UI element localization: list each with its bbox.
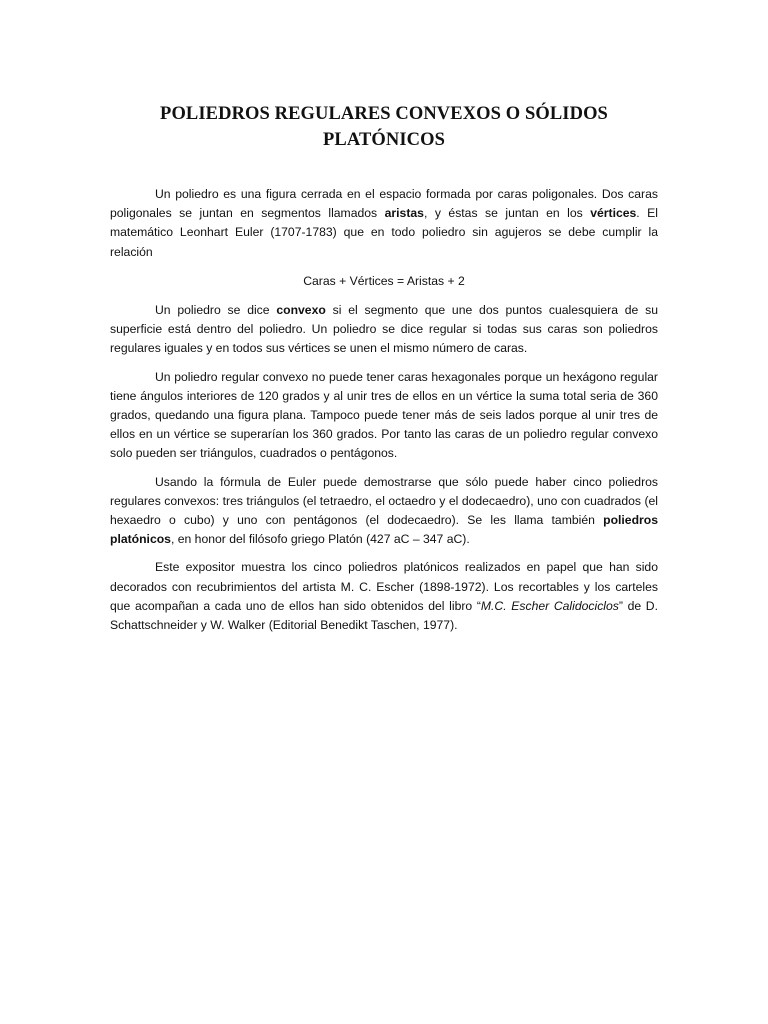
term-platonicos: poliedros platónicos [110, 513, 658, 547]
paragraph-convexo: Un poliedro se dice convexo si el segmento que une dos puntos cualesquiera de su superficie está dentro del poliedro. Un poliedro se dice regular si todas sus caras son poliedros regulares iguales y en todos sus vértices se unen el mismo número de caras. [110, 303, 659, 356]
page-title [100, 101, 668, 153]
euler-formula: Caras + Vértices = Aristas + 2 [303, 273, 465, 288]
paragraph-hexagonos: Un poliedro regular convexo no puede tener caras hexagonales porque un hexágono regular tiene ángulos interiores de 120 grados y al unir tres de ellos en un vértice la suma total seria de 360 grados, quedando una figura plana. Tampoco puede tener más de seis lados porque al unir tres de ellos en un vértice se superarían los 360 grados. Por tanto las caras de un poliedro regular convexo solo pueden ser triángulos, cuadrados o pentágonos. [110, 369, 658, 461]
paragraph-expositor: Este expositor muestra los cinco poliedros platónicos realizados en papel que han sido decorados con recubrimientos del artista M. C. Escher (1898-1972). Los recortables y los carteles que acompañan a cada uno de ellos han sido obtenidos del libro “M.C. Escher Calidociclos” de D. Schattschneider y W. Walker (Editorial Benedikt Taschen, 1977). [110, 560, 658, 633]
title-line-2: PLATÓNICOS [323, 130, 445, 150]
term-vertices: vértices [590, 206, 637, 221]
term-convexo: convexo [276, 303, 326, 318]
document-body [110, 185, 658, 644]
book-title: M.C. Escher Calidociclos [480, 598, 619, 613]
paragraph-definition: Un poliedro es una figura cerrada en el espacio formada por caras poligonales. Dos caras poligonales se juntan en segmentos llamados aristas, y éstas se juntan en los vértices. El matemático Leonhart Euler (1707-1783) que en todo poliedro sin agujeros se debe cumplir la relación [110, 187, 659, 259]
paragraph-euler: Usando la fórmula de Euler puede demostrarse que sólo puede haber cinco poliedros regulares convexos: tres triángulos (el tetraedro, el octaedro y el dodecaedro), uno con cuadrados (el hexaedro o cubo) y uno con pentágonos (el dodecaedro). Se les llama también poliedros platónicos, en honor del filósofo griego Platón (427 aC – 347 aC). [110, 474, 658, 547]
term-aristas: aristas [384, 206, 424, 221]
title-line-1: POLIEDROS REGULARES CONVEXOS O SÓLIDOS [160, 104, 608, 124]
